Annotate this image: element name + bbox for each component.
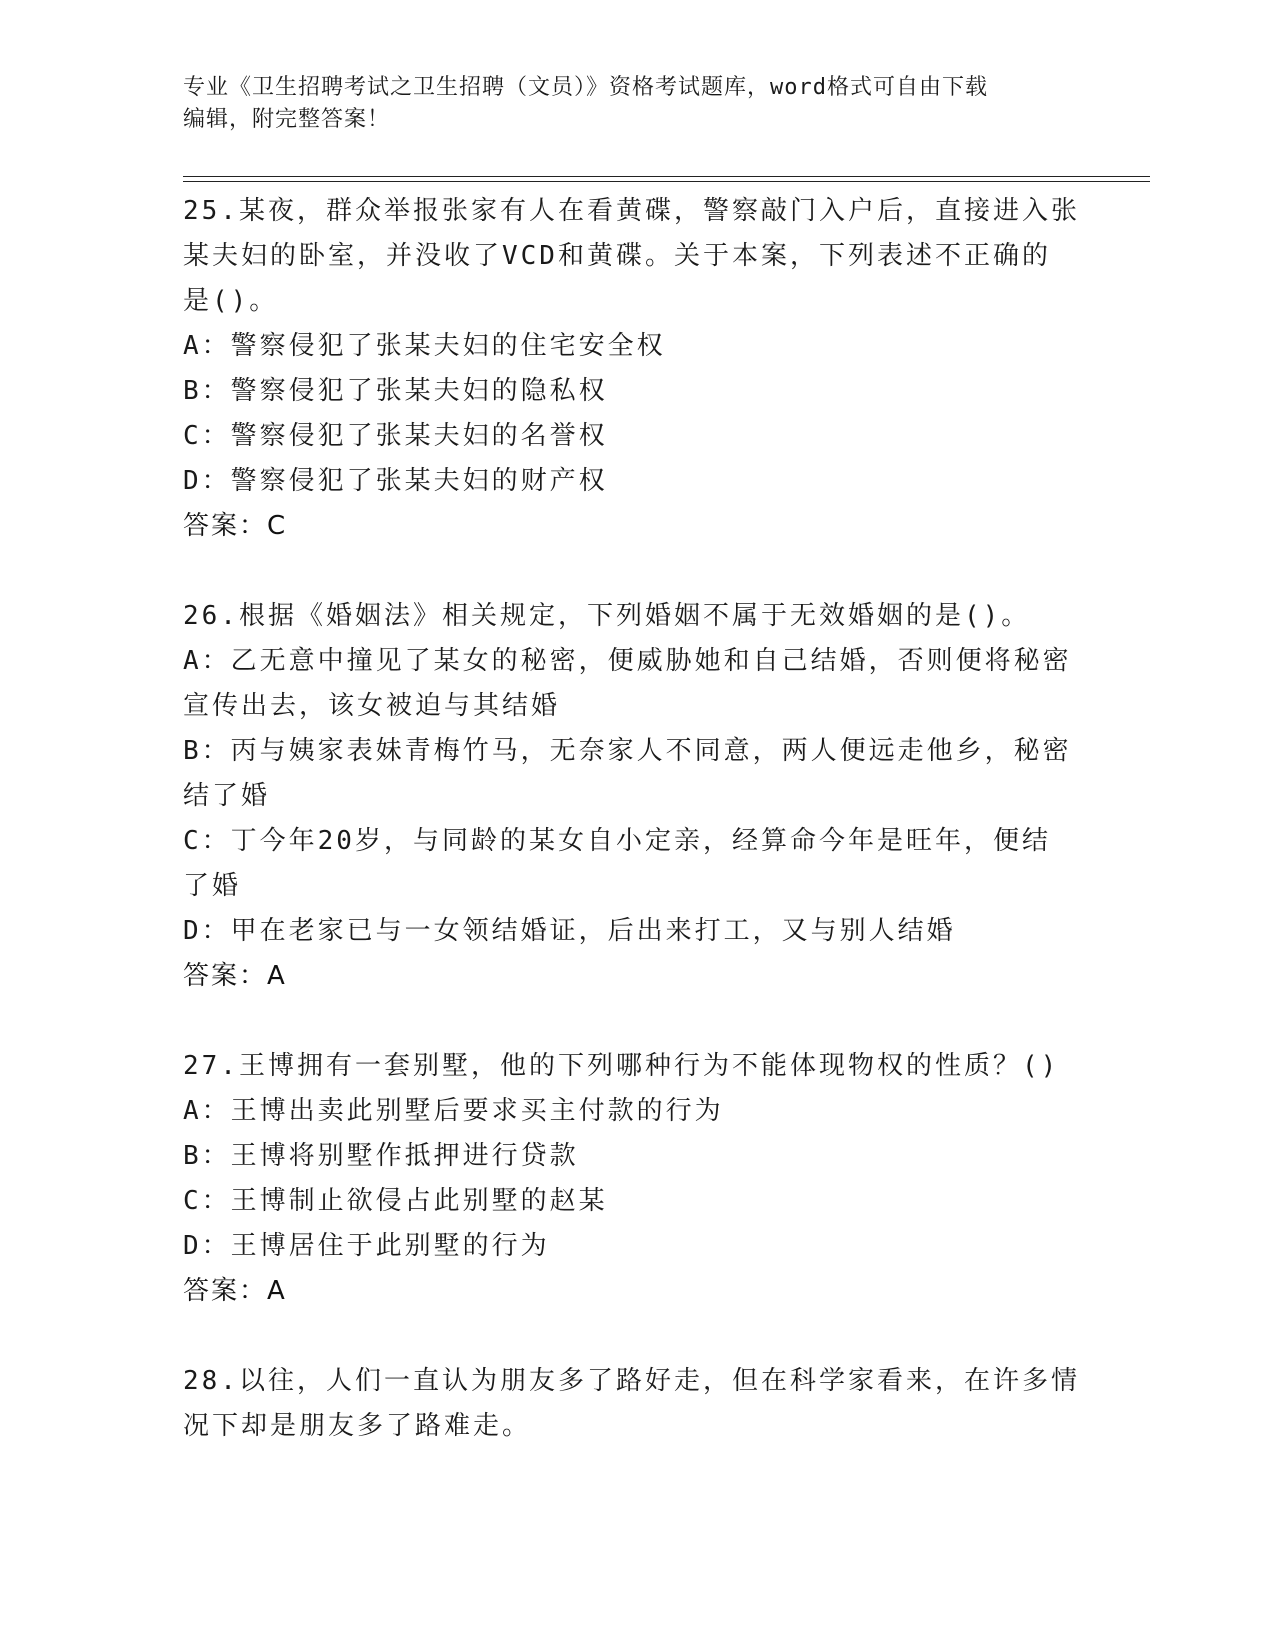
option-a-continued: 宣传出去，该女被迫与其结婚 [183, 691, 561, 721]
option-c: C：王博制止欲侵占此别墅的赵某 [183, 1186, 608, 1216]
question-text-line: 况下却是朋友多了路难走。 [183, 1411, 532, 1441]
question-25 [183, 189, 1083, 549]
option-d: D：王博居住于此别墅的行为 [183, 1231, 550, 1261]
question-text-line: 25.某夜，群众举报张家有人在看黄碟，警察敲门入户后，直接进入张 [183, 196, 1080, 226]
question-text-line: 26.根据《婚姻法》相关规定，下列婚姻不属于无效婚姻的是()。 [183, 601, 1031, 631]
option-a: A：警察侵犯了张某夫妇的住宅安全权 [183, 331, 666, 361]
option-c: C：丁今年20岁，与同龄的某女自小定亲，经算命今年是旺年，便结 [183, 826, 1051, 856]
question-text-line: 某夫妇的卧室，并没收了VCD和黄碟。关于本案，下列表述不正确的 [183, 241, 1051, 271]
question-28 [183, 1359, 1083, 1449]
option-b: B：王博将别墅作抵押进行贷款 [183, 1141, 579, 1171]
option-a: A：王博出卖此别墅后要求买主付款的行为 [183, 1096, 724, 1126]
header-divider-top [183, 176, 1150, 177]
spacer [183, 999, 1083, 1044]
option-a: A：乙无意中撞见了某女的秘密，便威胁她和自己结婚，否则便将秘密 [183, 646, 1072, 676]
question-list [183, 189, 1083, 1449]
header-line-1: 专业《卫生招聘考试之卫生招聘（文员）》资格考试题库，word格式可自由下载 [183, 75, 988, 100]
question-text-line: 是()。 [183, 286, 279, 316]
option-b: B：警察侵犯了张某夫妇的隐私权 [183, 376, 608, 406]
option-c-continued: 了婚 [183, 871, 242, 901]
option-d: D：甲在老家已与一女领结婚证，后出来打工，又与别人结婚 [183, 916, 956, 946]
spacer [183, 549, 1083, 594]
option-c: C：警察侵犯了张某夫妇的名誉权 [183, 421, 608, 451]
option-b: B：丙与姨家表妹青梅竹马，无奈家人不同意，两人便远走他乡，秘密 [183, 736, 1072, 766]
header-line-2: 编辑，附完整答案！ [183, 107, 391, 132]
option-d: D：警察侵犯了张某夫妇的财产权 [183, 466, 608, 496]
answer-label: 答案：C [183, 511, 288, 541]
question-text-line: 27.王博拥有一套别墅，他的下列哪种行为不能体现物权的性质？() [183, 1051, 1060, 1081]
question-text-line: 28.以往，人们一直认为朋友多了路好走，但在科学家看来，在许多情 [183, 1366, 1080, 1396]
document-header [183, 72, 1063, 136]
option-b-continued: 结了婚 [183, 781, 271, 811]
answer-label: 答案：A [183, 1276, 287, 1306]
spacer [183, 1314, 1083, 1359]
question-27 [183, 1044, 1083, 1314]
question-26 [183, 594, 1083, 999]
header-divider-bottom [183, 181, 1150, 182]
answer-label: 答案：A [183, 961, 287, 991]
